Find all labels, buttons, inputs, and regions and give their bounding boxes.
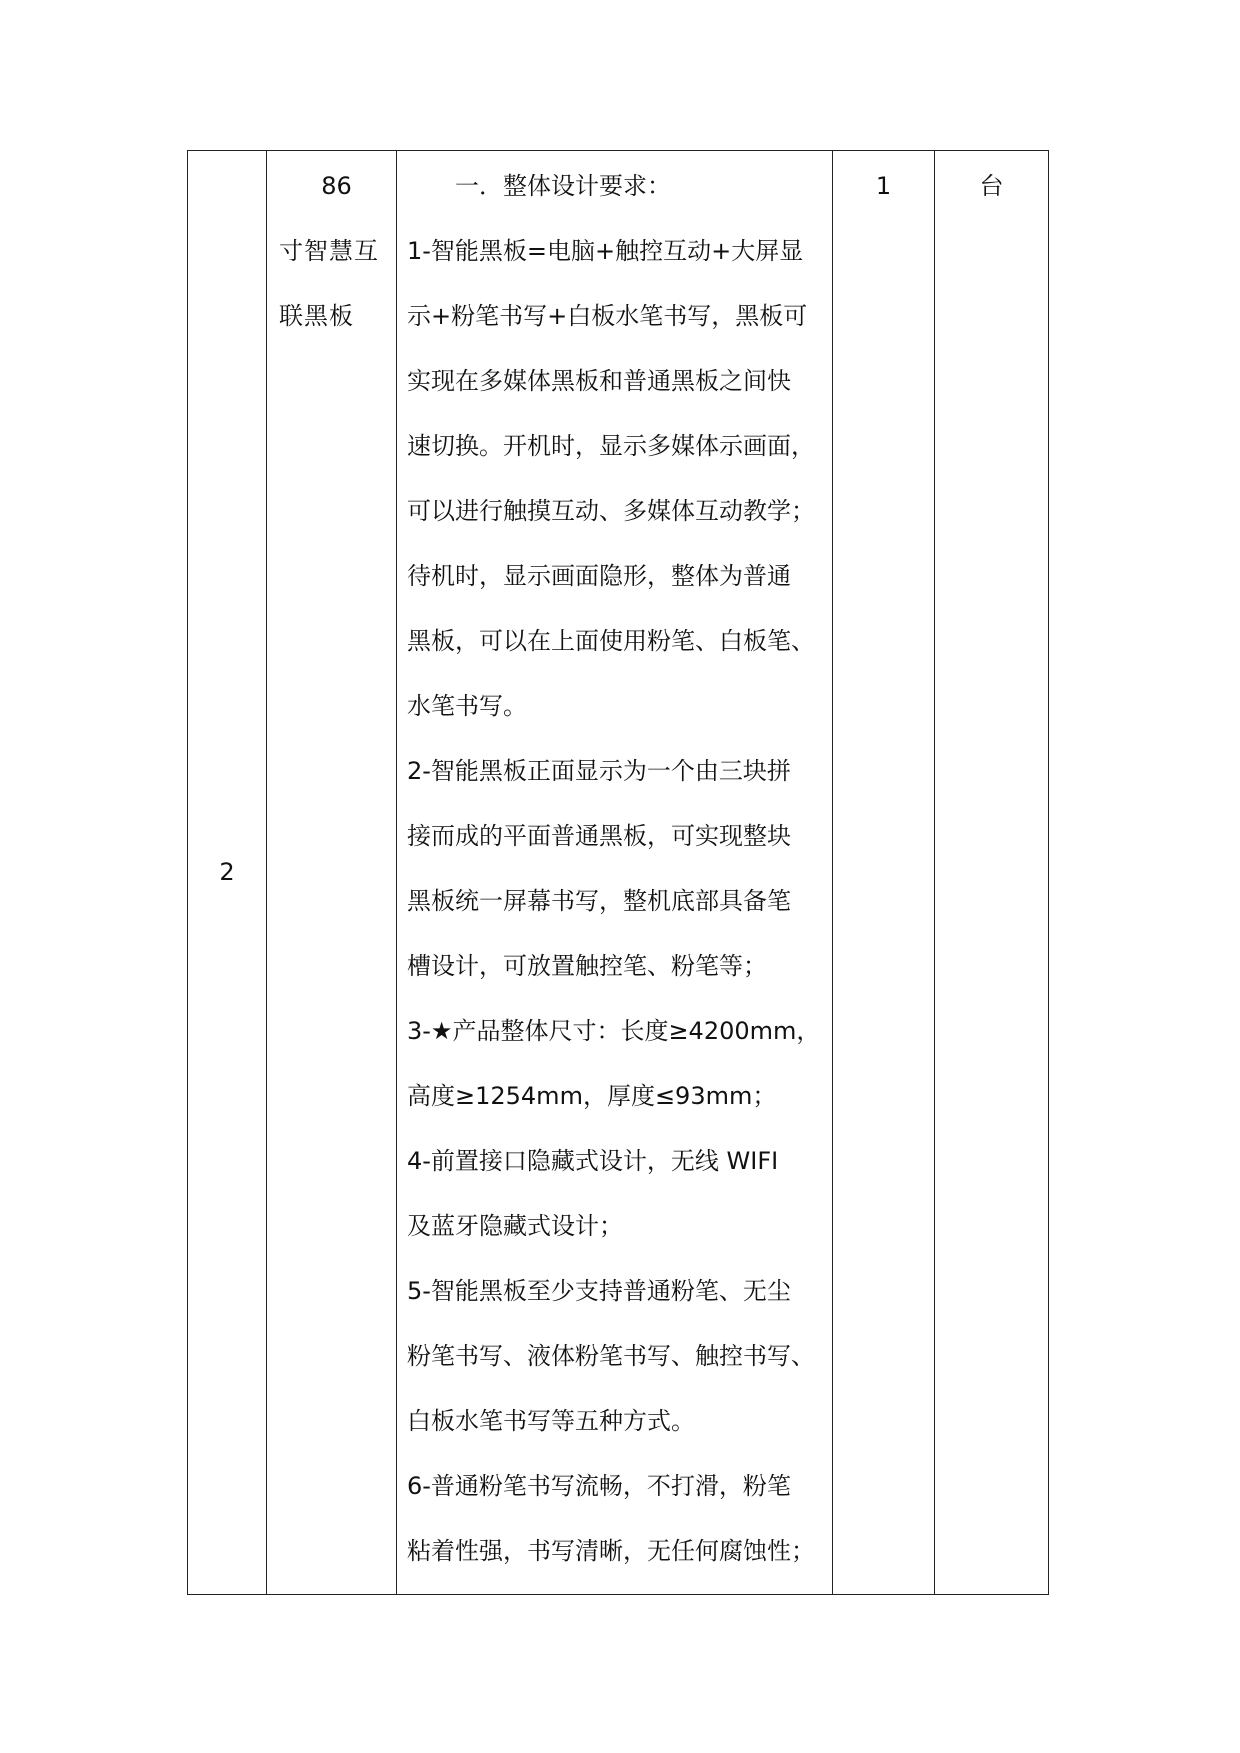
spec-line: 6-普通粉笔书写流畅，不打滑，粉笔 [407,1472,791,1500]
spec-line: 5-智能黑板至少支持普通粉笔、无尘 [407,1277,791,1305]
spec-line: 待机时，显示画面隐形，整体为普通 [407,562,791,590]
spec-line: 黑板，可以在上面使用粉笔、白板笔、 [407,627,815,655]
item-name-line: 寸智慧互 [279,237,379,265]
unit-value: 台 [979,172,1004,200]
item-name-line: 联黑板 [279,302,354,330]
table-row [188,151,1049,1595]
spec-line: 速切换。开机时，显示多媒体示画面， [407,432,815,460]
spec-line: 1-智能黑板=电脑+触控互动+大屏显 [407,237,804,265]
spec-line: 3-★产品整体尺寸：长度≥4200mm， [407,1017,821,1045]
row-number: 2 [219,858,235,886]
unit-cell [935,151,1049,1595]
row-number-cell [188,151,267,1595]
spec-line: 可以进行触摸互动、多媒体互动教学； [407,497,815,525]
spec-lines [407,219,822,1584]
spec-line: 高度≥1254mm，厚度≤93mm； [407,1082,777,1110]
spec-line: 水笔书写。 [407,692,527,720]
spec-line: 4-前置接口隐藏式设计，无线 WIFI [407,1147,779,1175]
spec-line: 2-智能黑板正面显示为一个由三块拼 [407,757,791,785]
spec-line: 槽设计，可放置触控笔、粉笔等； [407,952,767,980]
item-name-number: 86 [321,172,352,200]
item-name-cell [267,151,397,1595]
spec-line: 及蓝牙隐藏式设计； [407,1212,623,1240]
spec-table [187,150,1049,1595]
spec-line: 白板水笔书写等五种方式。 [407,1407,695,1435]
spec-line: 实现在多媒体黑板和普通黑板之间快 [407,367,791,395]
spec-line: 粉笔书写、液体粉笔书写、触控书写、 [407,1342,815,1370]
spec-line: 粘着性强，书写清晰，无任何腐蚀性； [407,1537,815,1565]
quantity-value: 1 [875,172,892,200]
spec-line: 接而成的平面普通黑板，可实现整块 [407,822,791,850]
spec-heading: 一．整体设计要求： [455,172,671,200]
quantity-cell [833,151,935,1595]
spec-line: 示+粉笔书写+白板水笔书写，黑板可 [407,302,808,330]
spec-line: 黑板统一屏幕书写，整机底部具备笔 [407,887,791,915]
spec-cell [397,151,833,1595]
